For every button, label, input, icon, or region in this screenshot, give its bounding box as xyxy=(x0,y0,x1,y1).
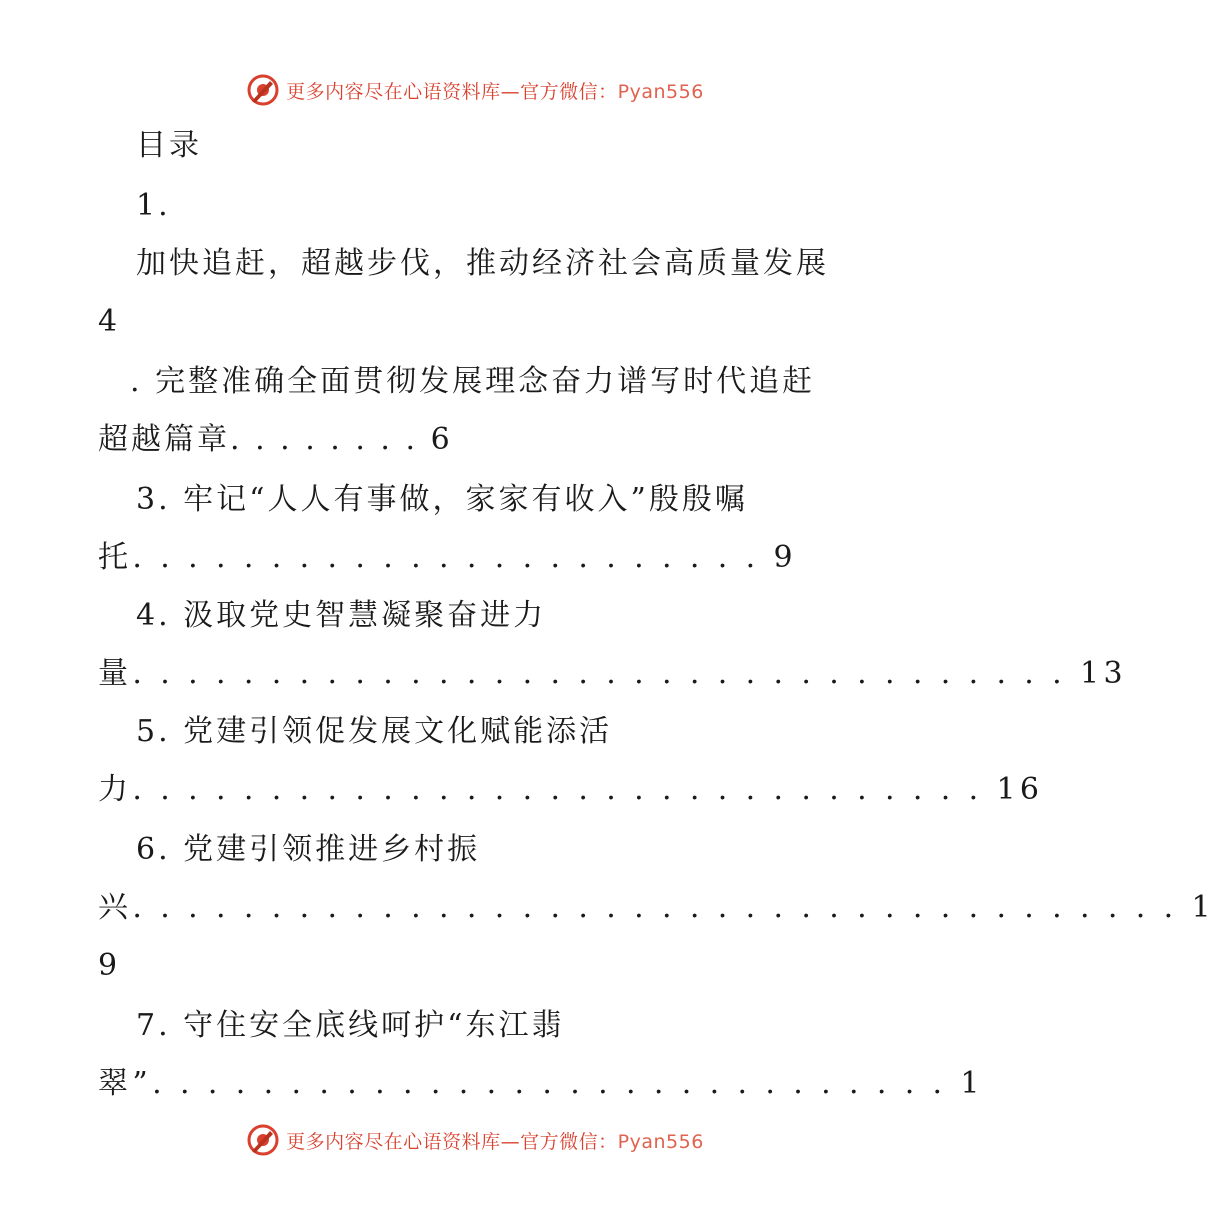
toc-line: 5. 党建引领促发展文化赋能添活 xyxy=(136,714,613,749)
toc-line: 1. xyxy=(136,188,171,223)
watermark-text: 更多内容尽在心语资料库—官方微信： xyxy=(286,1130,618,1153)
toc-title: 目录 xyxy=(136,128,202,163)
toc-line: 力. . . . . . . . . . . . . . . . . . . . . . . . . . . . . . . 16 xyxy=(98,772,1044,807)
toc-line: 加快追赶，超越步伐，推动经济社会高质量发展 xyxy=(136,246,829,281)
toc-line: 6. 党建引领推进乡村振 xyxy=(136,832,481,867)
wechat-id: Pyan556 xyxy=(617,1130,704,1153)
toc-line: 量. . . . . . . . . . . . . . . . . . . . . . . . . . . . . . . . . . 13 xyxy=(98,656,1128,691)
wechat-id: Pyan556 xyxy=(617,80,704,103)
toc-line: 兴. . . . . . . . . . . . . . . . . . . . . . . . . . . . . . . . . . . . . . 1 xyxy=(98,890,1215,925)
toc-line: 4 xyxy=(98,304,121,339)
toc-line: 3. 牢记“人人有事做，家家有收入”殷殷嘱 xyxy=(136,482,748,517)
pen-logo-icon xyxy=(246,73,280,107)
toc-line: 7. 守住安全底线呵护“东江翡 xyxy=(136,1008,565,1043)
toc-line: 9 xyxy=(98,948,121,983)
header-watermark xyxy=(0,70,950,110)
toc-line: . 完整准确全面贯彻发展理念奋力谱写时代追赶 xyxy=(130,364,816,399)
watermark-text: 更多内容尽在心语资料库—官方微信： xyxy=(286,80,618,103)
footer-watermark xyxy=(0,1120,950,1160)
toc-line: 翠”. . . . . . . . . . . . . . . . . . . . . . . . . . . . . 1 xyxy=(98,1066,984,1101)
toc-line: 4. 汲取党史智慧凝聚奋进力 xyxy=(136,598,547,633)
toc-line: 托. . . . . . . . . . . . . . . . . . . . . . . 9 xyxy=(98,540,797,575)
pen-logo-icon xyxy=(246,1123,280,1157)
toc-line: 超越篇章. . . . . . . . 6 xyxy=(98,422,453,457)
